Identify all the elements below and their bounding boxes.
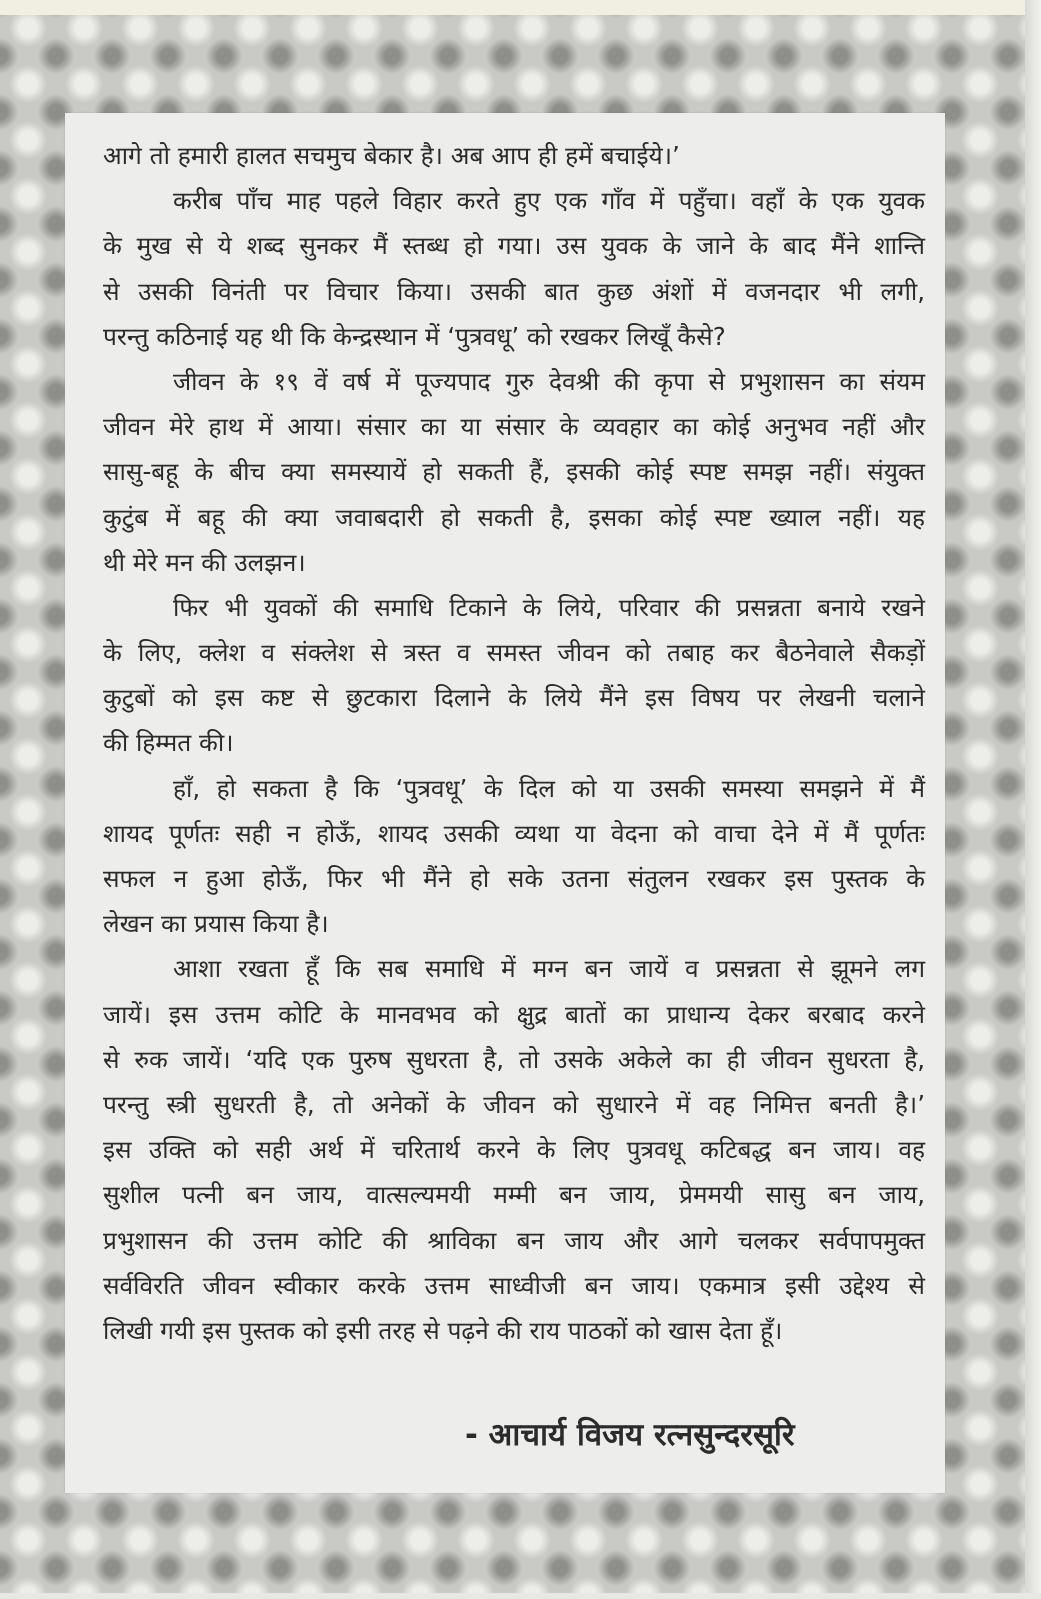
text-line: आगे तो हमारी हालत सचमुच बेकार है। अब आप ही हमें बचाईये।’ [103, 141, 680, 170]
scan-bottom-edge [0, 1593, 1041, 1599]
paragraph [103, 133, 925, 178]
text-line: जीवन के १९ वें वर्ष में पूज्यपाद गुरु देवश्री की कृपा से प्रभुशासन का संयम [173, 366, 925, 396]
text-line: से उसकी विनंती पर विचार किया। उसकी बात कुछ अंशों में वजनदार भी लगी, [103, 276, 925, 306]
text-line: लिखी गयी इस पुस्तक को इसी तरह से पढ़ने की राय पाठकों को खास देता हूँ। [103, 1315, 783, 1345]
text-line: कुटुंब में बहू की क्या जवाबदारी हो सकती है, इसका कोई स्पष्ट ख्याल नहीं। यह [103, 502, 925, 532]
text-line: कुटुबों को इस कष्ट से छुटकारा दिलाने के लिये मैंने इस विषय पर लेखनी चलाने [103, 683, 925, 713]
text-line: सर्वविरति जीवन स्वीकार करके उत्तम साध्वीजी बन जाय। एकमात्र इसी उद्देश्य से [103, 1270, 925, 1300]
text-line: सासु-बहू के बीच क्या समस्यायें हो सकती हैं, इसकी कोई स्पष्ट समझ नहीं। संयुक्त [103, 457, 925, 487]
text-line: परन्तु कठिनाई यह थी कि केन्द्रस्थान में ‘पुत्रवधू’ को रखकर लिखूँ कैसे? [103, 321, 726, 351]
text-line: इस उक्ति को सही अर्थ में चरितार्थ करने के लिए पुत्रवधू कटिबद्ध बन जाय। वह [103, 1135, 925, 1165]
paragraph [103, 359, 925, 585]
text-line: से रुक जायें। ‘यदि एक पुरुष सुधरता है, तो उसके अकेले का ही जीवन सुधरता है, [103, 1044, 925, 1074]
text-line: सफल न हुआ होऊँ, फिर भी मैंने हो सके उतना संतुलन रखकर इस पुस्तक के [103, 864, 925, 893]
paragraph [103, 585, 925, 766]
body-text [103, 133, 925, 1353]
text-line: हाँ, हो सकता है कि ‘पुत्रवधू’ के दिल को या उसकी समस्या समझने में मैं [173, 773, 925, 803]
text-line: आशा रखता हूँ कि सब समाधि में मग्न बन जायें व प्रसन्नता से झूमने लग [173, 954, 925, 984]
author-signature: - आचार्य विजय रत्नसुन्दरसूरि [465, 1417, 795, 1453]
scan-right-edge [1025, 0, 1041, 1599]
text-line: के मुख से ये शब्द सुनकर मैं स्तब्ध हो गया। उस युवक के जाने के बाद मैंने शान्ति [103, 231, 925, 261]
text-line: फिर भी युवकों की समाधि टिकाने के लिये, परिवार की प्रसन्नता बनाये रखने [173, 592, 925, 622]
text-line: सुशील पत्नी बन जाय, वात्सल्यमयी मम्मी बन जाय, प्रेममयी सासु बन जाय, [103, 1180, 925, 1210]
scan-top-edge [0, 0, 1041, 15]
text-line: के लिए, क्लेश व संक्लेश से त्रस्त व समस्त जीवन को तबाह कर बैठनेवाले सैकड़ों [103, 638, 925, 668]
text-line: परन्तु स्त्री सुधरती है, तो अनेकों के जीवन को सुधारने में वह निमित्त बनती है।’ [103, 1089, 925, 1119]
text-line: जायें। इस उत्तम कोटि के मानवभव को क्षुद्र बातों का प्राधान्य देकर बरबाद करने [103, 999, 925, 1029]
text-line: शायद पूर्णतः सही न होऊँ, शायद उसकी व्यथा या वेदना को वाचा देने में मैं पूर्णतः [103, 818, 925, 848]
book-page [65, 113, 945, 1493]
text-line: लेखन का प्रयास किया है। [103, 909, 329, 939]
text-line: की हिम्मत की। [103, 728, 234, 758]
paragraph [103, 178, 925, 359]
text-line: जीवन मेरे हाथ में आया। संसार का या संसार के व्यवहार का कोई अनुभव नहीं और [103, 412, 925, 442]
paragraph [103, 946, 925, 1353]
paragraph [103, 766, 925, 947]
text-line: करीब पाँच माह पहले विहार करते हुए एक गाँव में पहुँचा। वहाँ के एक युवक [173, 186, 925, 216]
text-line: थी मेरे मन की उलझन। [103, 547, 306, 577]
text-line: प्रभुशासन की उत्तम कोटि की श्राविका बन जाय और आगे चलकर सर्वपापमुक्त [103, 1225, 925, 1255]
